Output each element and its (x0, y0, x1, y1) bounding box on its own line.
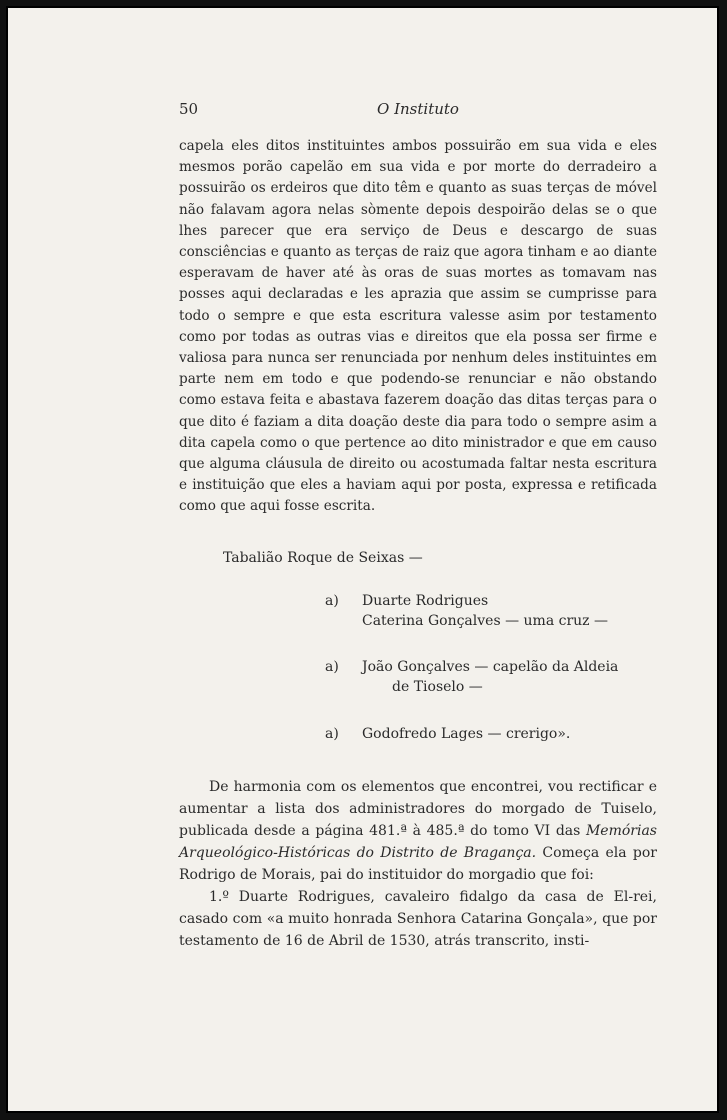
signature-label: a) (325, 592, 339, 609)
signature-heading: Tabalião Roque de Seixas — (223, 549, 423, 566)
running-title: O Instituto (377, 100, 459, 118)
signature-group (179, 724, 657, 744)
signature-label: a) (325, 658, 339, 675)
page-content (179, 96, 657, 952)
paragraph-text: De harmonia com os elementos que encontrei, vou rectificar e aumentar a lista dos administradores do morgado de Tuiselo, publicada desde a página 481.ª à 485.ª do tomo VI das (179, 778, 657, 839)
signature-line: de Tioselo — (392, 678, 483, 695)
list-item: 1.º Duarte Rodrigues, cavaleiro fidalgo da casa de El-rei, casado com «a muito honrada Senhora Catarina Gonçala», que por testamento de 16 de Abril de 1530, atrás transcrito, insti- (179, 888, 657, 949)
paragraph-text: Começa ela por Rodrigo de Morais, pai do instituidor do morgadio que foi: (179, 844, 657, 883)
signature-line: Godofredo Lages — crerigo». (362, 725, 571, 742)
page-number: 50 (179, 100, 199, 118)
work-title: Memórias Arqueológico-Históricas do Distrito de Bragança. (179, 822, 657, 861)
signature-group (179, 657, 657, 697)
commentary (179, 776, 657, 952)
signature-label: a) (325, 725, 339, 742)
signature-line: Caterina Gonçalves — uma cruz — (362, 612, 608, 629)
signature-line: Duarte Rodrigues (362, 592, 489, 609)
paragraph (179, 776, 657, 886)
signature-line: João Gonçalves — capelão da Aldeia (362, 658, 619, 675)
signature-group (179, 591, 657, 631)
page-frame (6, 6, 719, 1113)
page-header (179, 96, 657, 124)
body-text (179, 136, 657, 952)
paragraph: capela eles ditos instituintes ambos possuirão em sua vida e eles mesmos porão capelão em sua vida e por morte do derradeiro a possuirão os erdeiros que dito têm e quanto as suas terças de móvel não falavam agora nelas sòmente depois despoirão delas se o que lhes parecer que era serviço de Deus e descargo de suas consciências e quanto as terças de raiz que agora tinham e ao diante esperavam de haver até às oras de suas mortes as tomavam nas posses aqui declaradas e les aprazia que assim se cumprisse para todo o sempre e que esta escritura valesse asim por testamento como por todas as outras vias e direitos que ela possa ser firme e valiosa para nunca ser renunciada por nenhum deles instituintes em parte nem em todo e que podendo-se renunciar e não obstando como estava feita e abastava fazerem doação das ditas terças para o que dito é faziam a dita doação deste dia para todo o sempre asim a dita capela como o que pertence ao dito ministrador e que em causo que alguma cláusula de direito ou acostumada faltar nesta escritura e instituição que eles a haviam aqui por posta, expressa e retificada como que aqui fosse escrita. (179, 138, 657, 515)
